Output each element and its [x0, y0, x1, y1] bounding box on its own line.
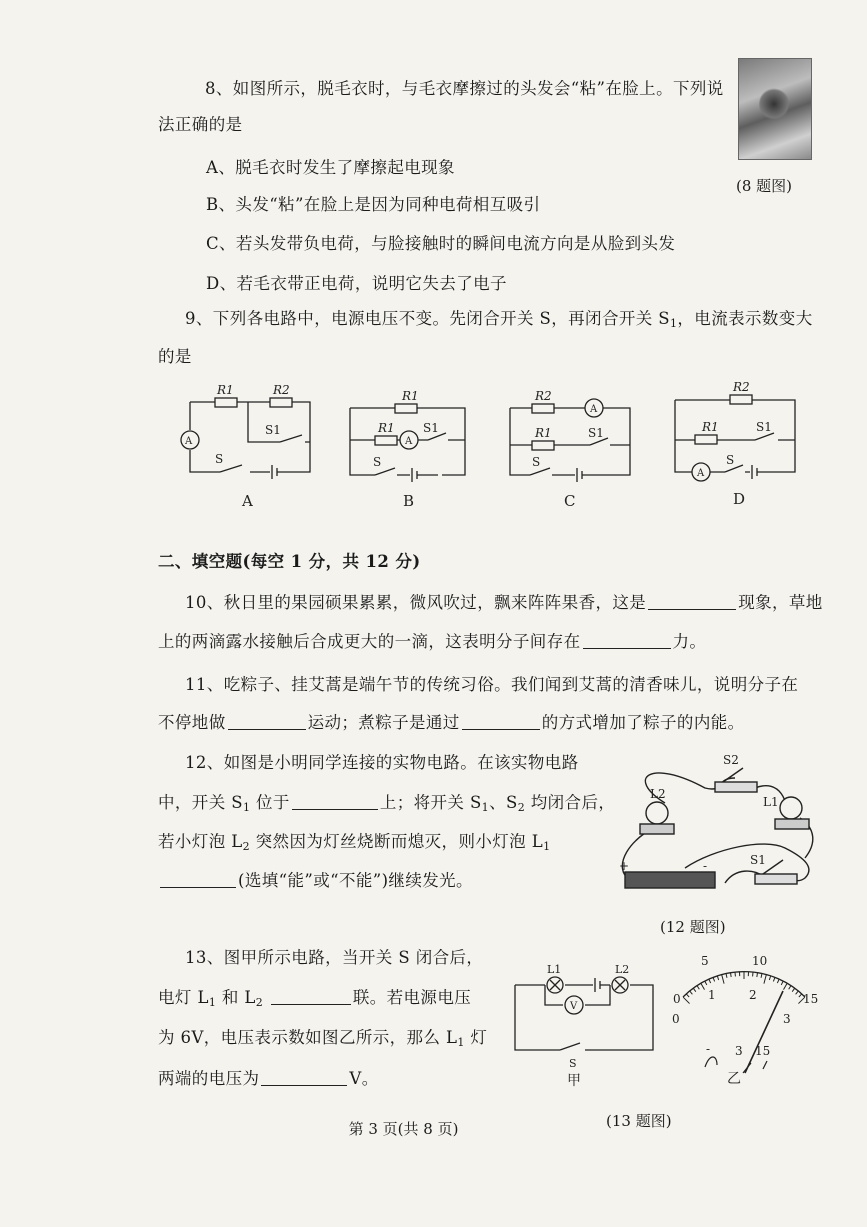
q13-circuit-jia: [515, 977, 653, 1050]
circuit-c-r2: R2: [535, 389, 552, 403]
circuit-a-s: S: [215, 452, 224, 466]
q12-figure-caption: (12 题图): [660, 918, 726, 936]
q13-line3: 为 6V，电压表示数如图乙所示，那么 $L_1$ 灯: [158, 1028, 488, 1049]
page-footer: 第 3 页(共 8 页): [348, 1120, 459, 1138]
q12-label-s1: S1: [750, 853, 766, 867]
voltmeter-tick: [769, 976, 770, 980]
q13-blank-2[interactable]: [261, 1069, 347, 1086]
scale-bottom-2: 2: [749, 988, 757, 1002]
q13-label-jia: 甲: [567, 1073, 581, 1089]
scale-bottom-1: 1: [708, 988, 716, 1002]
q8-option-c: C、若头发带负电荷，与脸接触时的瞬间电流方向是从脸到头发: [206, 234, 676, 253]
circuit-d-r1: R1: [702, 420, 719, 434]
circuit-c-r1: R1: [535, 426, 552, 440]
q12-label-l1: L1: [763, 795, 779, 809]
q9-stem-line1: 9、下列各电路中，电源电压不变。先闭合开关 S，再闭合开关 $S_1$，电流表示数变大: [185, 309, 813, 330]
q9-circuits-figure: [170, 380, 820, 515]
q13-voltmeter-yi: [672, 955, 818, 1087]
voltmeter-tick: [757, 973, 758, 977]
circuit-d-label: D: [733, 490, 746, 508]
q12-real-circuit-figure: [605, 748, 827, 908]
voltmeter-tick: [789, 986, 791, 989]
q8-stem-line1: 8、如图所示，脱毛衣时，与毛衣摩擦过的头发会“粘”在脸上。下列说: [205, 79, 724, 98]
q13-label-yi: 乙: [727, 1071, 741, 1087]
q13-line2: 电灯 $L_1$ 和 $L_2$ 联。若电源电压: [158, 988, 472, 1009]
circuit-a-s1: S1: [265, 423, 281, 437]
q8-option-d: D、若毛衣带正电荷，说明它失去了电子: [206, 274, 507, 293]
circuit-c-s1: S1: [588, 426, 604, 440]
q8-photo: [738, 58, 812, 160]
voltmeter-tick: [761, 974, 762, 978]
voltmeter-tick: [792, 988, 794, 991]
q8-option-b: B、头发“粘”在脸上是因为同种电荷相互吸引: [206, 195, 541, 214]
q13-figure-caption: (13 题图): [606, 1112, 672, 1130]
q10-line2: 上的两滴露水接触后合成更大的一滴，这表明分子间存在 力。: [158, 632, 707, 651]
circuit-c-label: C: [564, 492, 576, 510]
circuit-c-meter: A: [590, 404, 598, 415]
q13-label-l2: L2: [615, 963, 630, 976]
q13-line4: 两端的电压为 V。: [158, 1069, 379, 1088]
voltmeter-tick: [784, 984, 788, 990]
circuit-b-label: B: [403, 492, 415, 510]
circuit-d-s: S: [726, 453, 735, 467]
voltmeter-tick: [777, 979, 779, 983]
voltmeter-tick: [726, 974, 727, 978]
terminal-minus: -: [706, 1042, 711, 1056]
voltmeter-tick: [693, 988, 695, 991]
circuit-c-s: S: [532, 455, 541, 469]
scale-bottom-0: 0: [672, 1012, 680, 1026]
q12-line3: 若小灯泡 $L_2$ 突然因为灯丝烧断而熄灭，则小灯泡 $L_1$: [158, 832, 551, 853]
q13-line1: 13、图甲所示电路，当开关 S 闭合后，: [185, 948, 484, 967]
circuit-a: [181, 398, 310, 479]
q12-line4: (选填“能”或“不能”)继续发光。: [158, 870, 473, 892]
q9-stem-line2: 的是: [158, 347, 192, 366]
q12-line1: 12、如图是小明同学连接的实物电路。在该实物电路: [185, 753, 579, 772]
circuit-a-r1: R1: [217, 383, 234, 397]
q8-option-a: A、脱毛衣时发生了摩擦起电现象: [206, 158, 455, 177]
scale-bottom-3: 3: [783, 1012, 791, 1026]
q12-label-plus: +: [619, 859, 630, 873]
circuit-b-s: S: [373, 455, 382, 469]
q13-figure: [505, 955, 835, 1095]
section2-heading: 二、填空题(每空 1 分，共 12 分): [158, 552, 421, 571]
circuit-a-r2: R2: [273, 383, 290, 397]
voltmeter-tick: [731, 973, 732, 977]
voltmeter-tick: [764, 975, 766, 984]
scale-top-10: 10: [752, 955, 768, 968]
voltmeter-tick: [796, 991, 799, 994]
circuit-d: [675, 395, 795, 481]
terminal-3: 3: [735, 1044, 743, 1058]
scale-top-0: 0: [673, 992, 681, 1006]
voltmeter-tick: [690, 991, 693, 994]
voltmeter-tick: [683, 997, 689, 1003]
circuit-d-r2: R2: [733, 380, 750, 394]
voltmeter-tick: [773, 978, 774, 982]
voltmeter-tick: [705, 981, 707, 985]
voltmeter-tick: [713, 978, 714, 982]
q12-label-s2: S2: [723, 753, 739, 767]
circuit-a-label: A: [242, 492, 253, 510]
q8-stem-line2: 法正确的是: [158, 115, 243, 134]
voltmeter-tick: [686, 994, 689, 997]
scale-top-15: 15: [803, 992, 819, 1006]
voltmeter-tick: [697, 986, 699, 989]
q12-label-l2: L2: [650, 787, 666, 801]
q12-blank-1[interactable]: [292, 793, 378, 810]
circuit-c: [510, 399, 630, 482]
voltmeter-tick: [722, 975, 724, 984]
q10-blank-2[interactable]: [583, 632, 671, 649]
circuit-a-meter: A: [185, 436, 193, 447]
q11-blank-1[interactable]: [228, 713, 306, 730]
q10-blank-1[interactable]: [648, 593, 736, 610]
circuit-b-r1-top: R1: [402, 389, 419, 403]
q13-blank-1[interactable]: [271, 988, 351, 1005]
q12-label-minus: -: [703, 859, 708, 873]
q11-line2: 不停地做 运动；煮粽子是通过 的方式增加了粽子的内能。: [158, 713, 745, 732]
circuit-b-r1: R1: [378, 421, 395, 435]
scale-top-5: 5: [701, 955, 709, 968]
q10-line1: 10、秋日里的果园硕果累累，微风吹过，飘来阵阵果香，这是 现象，草地: [185, 593, 823, 612]
q13-label-v: V: [570, 1001, 578, 1012]
voltmeter-tick: [781, 981, 783, 985]
q13-label-s: S: [569, 1057, 577, 1070]
terminal-15: 15: [755, 1044, 771, 1058]
q13-label-l1: L1: [547, 963, 562, 976]
q8-figure-caption: (8 题图): [736, 177, 793, 195]
circuit-d-meter: A: [697, 468, 705, 479]
q11-blank-2[interactable]: [462, 713, 540, 730]
q11-line1: 11、吃粽子、挂艾蒿是端午节的传统习俗。我们闻到艾蒿的清香味儿，说明分子在: [185, 675, 799, 694]
voltmeter-tick: [717, 976, 718, 980]
voltmeter-tick: [701, 984, 705, 990]
voltmeter-tick: [799, 994, 802, 997]
q12-line2: 中，开关 $S_1$ 位于 上；将开关 $S_1$、$S_2$ 均闭合后，: [158, 793, 616, 814]
circuit-d-s1: S1: [756, 420, 772, 434]
voltmeter-tick: [709, 979, 711, 983]
circuit-b-meter: A: [405, 436, 413, 447]
circuit-b-s1: S1: [423, 421, 439, 435]
q12-blank-2[interactable]: [160, 871, 236, 888]
